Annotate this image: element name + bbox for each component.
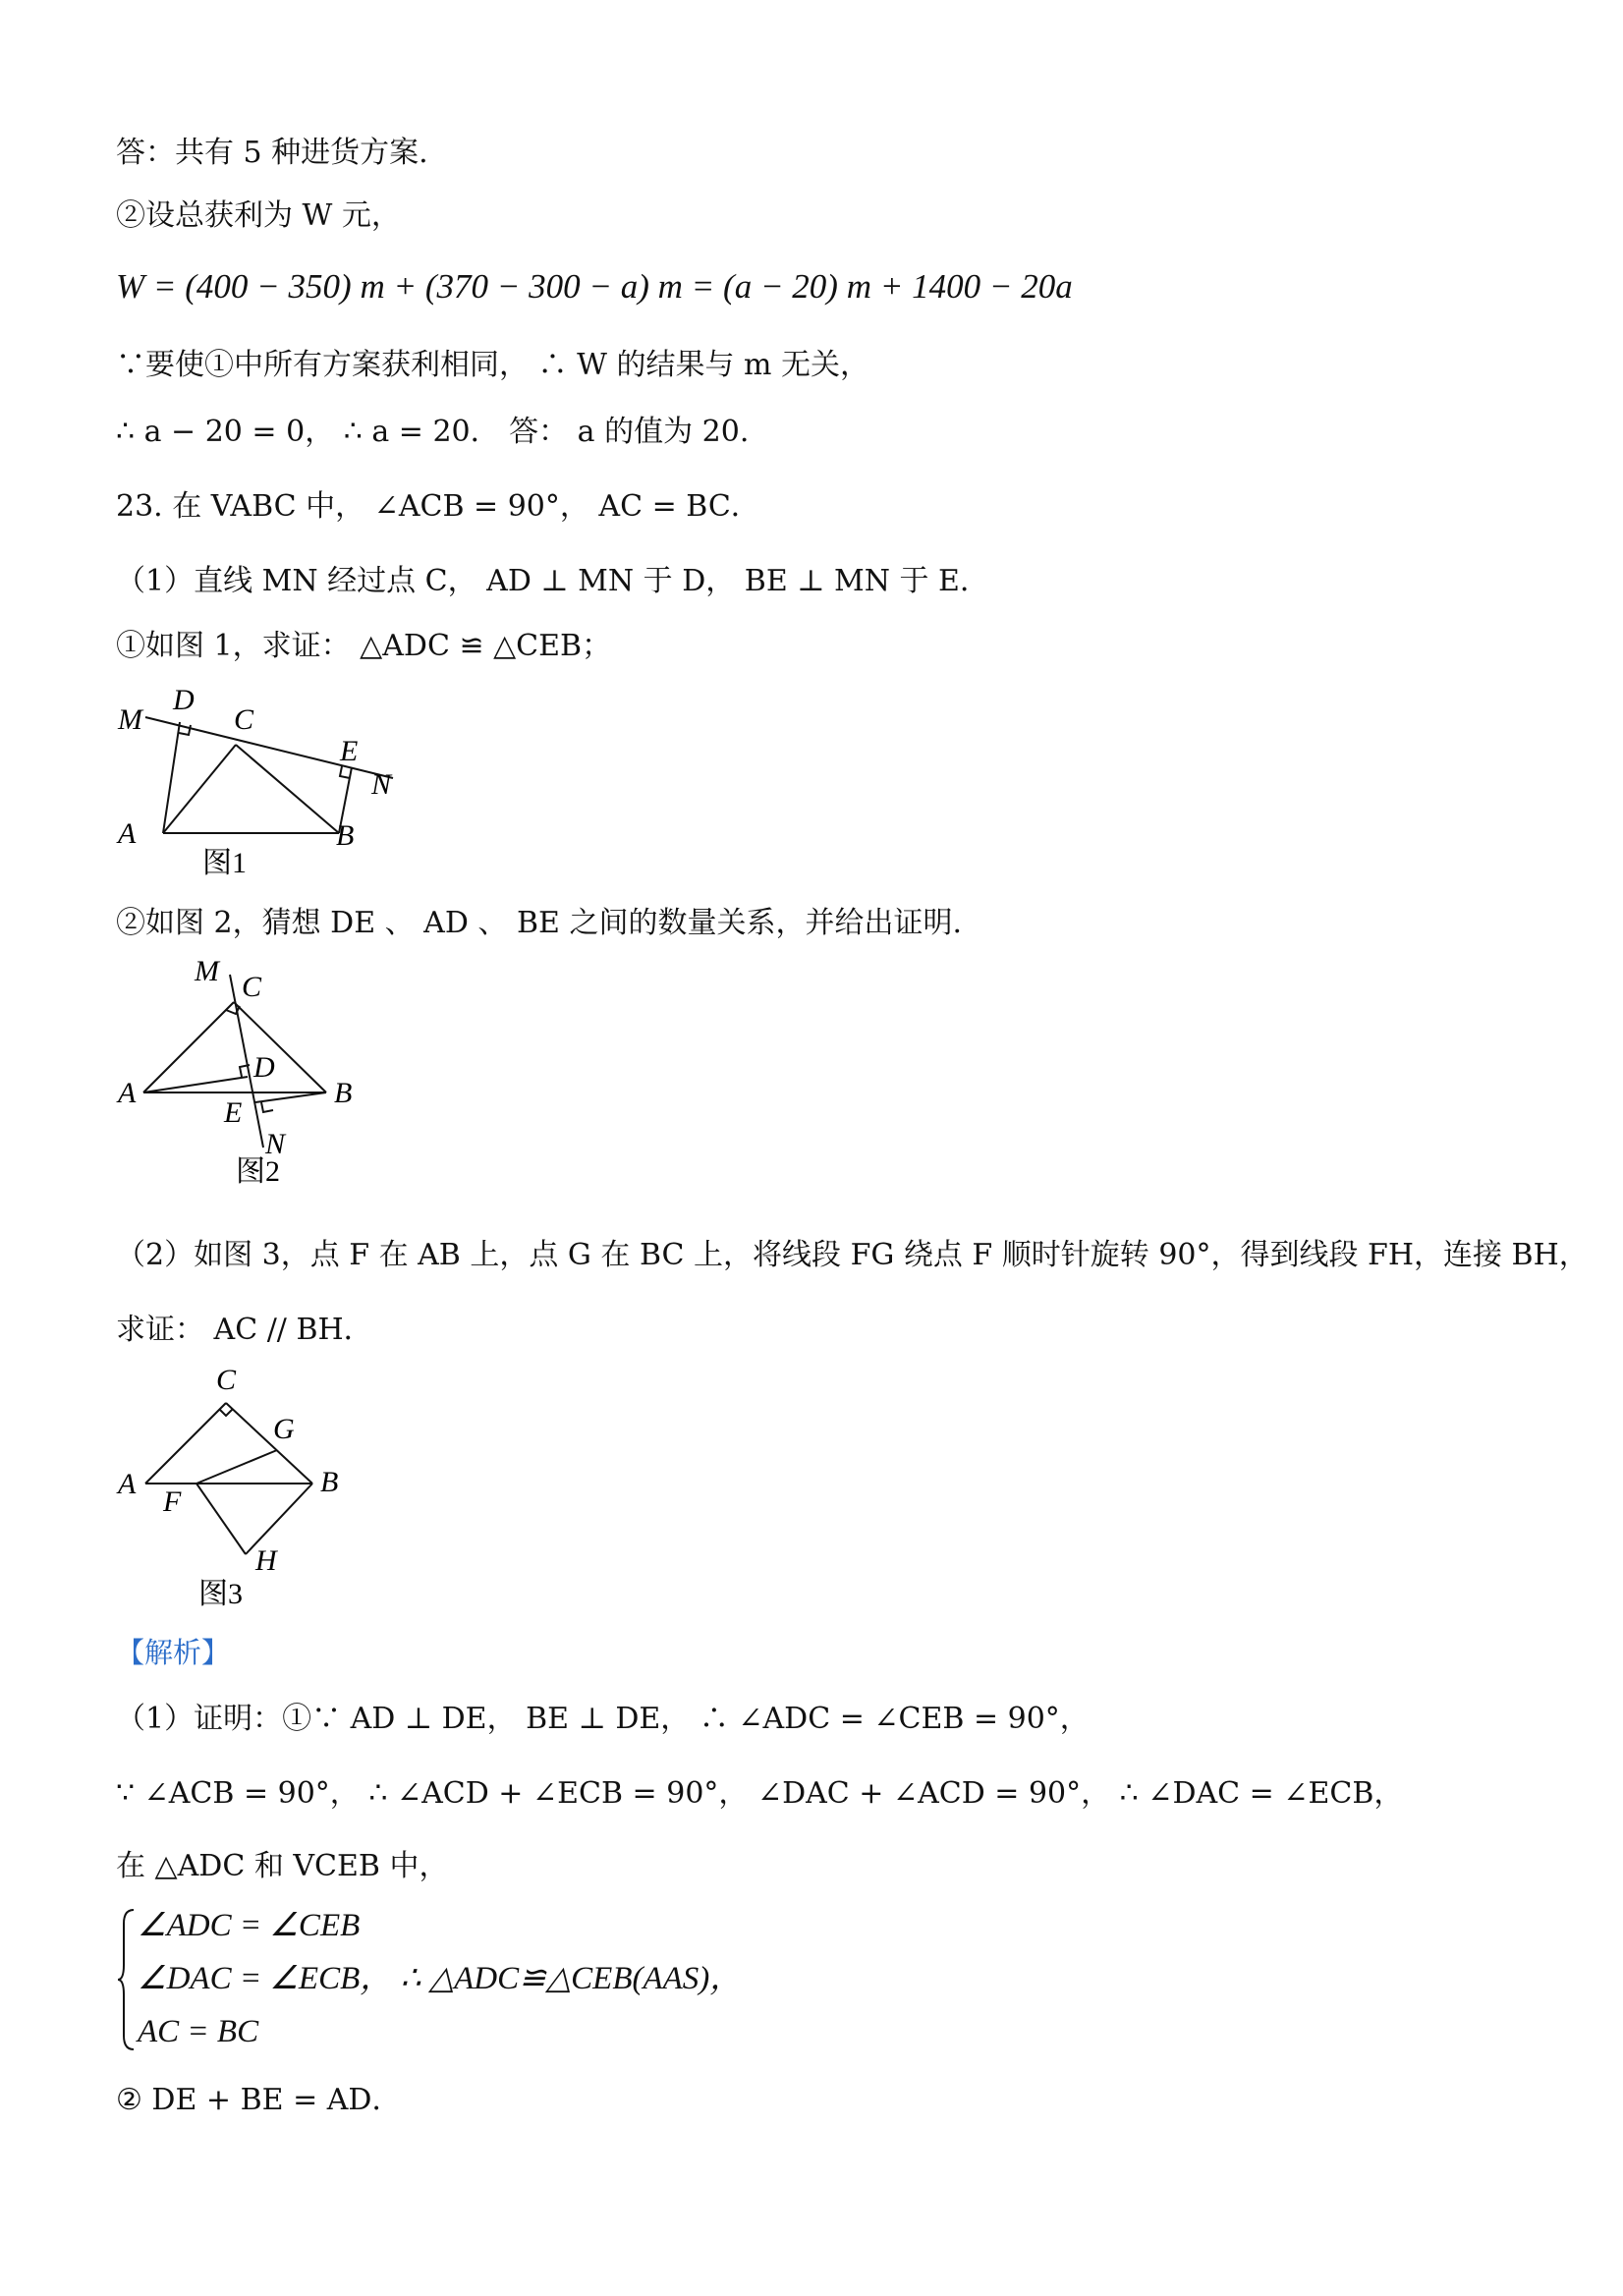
label-c: C: [234, 703, 254, 736]
figure-3-caption: 图3: [198, 1578, 243, 1610]
label-h: H: [255, 1544, 277, 1577]
part1-sub1: ①如图 1，求证： △ADC ≌ △CEB；: [116, 629, 612, 663]
segment-fg: [196, 1450, 277, 1484]
system-row-3: AC = BC: [138, 2014, 259, 2049]
label-d: D: [253, 1051, 275, 1084]
label-m: M: [195, 955, 219, 987]
segment-cb: [236, 745, 339, 833]
condition-line: ∵要使①中所有方案获利相同， ∴ W 的结果与 m 无关，: [116, 348, 869, 382]
label-n: N: [265, 1128, 286, 1160]
proof-line-1: （1）证明：①∵ AD ⊥ DE， BE ⊥ DE， ∴ ∠ADC = ∠CEB = 90°，: [116, 1702, 1090, 1736]
label-c: C: [216, 1364, 237, 1396]
segment-fh: [196, 1484, 246, 1554]
proof-line-3: 在 △ADC 和 VCEB 中，: [116, 1849, 449, 1883]
answer-line: 答：共有 5 种进货方案.: [116, 136, 428, 170]
segment-ac: [145, 1403, 226, 1484]
label-e: E: [340, 735, 359, 767]
label-b: B: [334, 1077, 353, 1109]
problem-23-title: 23. 在 VABC 中， ∠ACB = 90°， AC = BC．: [116, 489, 760, 524]
label-a: A: [118, 1077, 137, 1109]
label-c: C: [242, 971, 262, 1003]
analysis-heading: 【解析】: [116, 1636, 231, 1669]
system-row-1: ∠ADC = ∠CEB: [138, 1908, 361, 1943]
figure-2-caption: 图2: [236, 1155, 280, 1188]
part1-statement: （1）直线 MN 经过点 C， AD ⊥ MN 于 D， BE ⊥ MN 于 E．: [116, 564, 989, 598]
label-m: M: [118, 703, 142, 736]
right-angle-c: [219, 1409, 233, 1416]
label-b: B: [320, 1466, 339, 1498]
right-angle-e: [261, 1102, 273, 1112]
label-n: N: [371, 768, 392, 801]
proof-line-2: ∵ ∠ACB = 90°， ∴ ∠ACD + ∠ECB = 90°， ∠DAC + ∠ACD = 90°， ∴ ∠DAC = ∠ECB，: [116, 1776, 1404, 1811]
label-f: F: [163, 1485, 182, 1518]
profit-equation: W = (400 − 350) m + (370 − 300 − a) m = (a − 20) m + 1400 − 20a: [116, 267, 1073, 306]
label-a: A: [118, 817, 137, 850]
label-a: A: [118, 1468, 137, 1500]
segment-cb: [226, 1403, 312, 1484]
figure-1: [108, 688, 413, 884]
figure-1-caption: 图1: [202, 847, 247, 879]
label-e: E: [224, 1096, 243, 1129]
profit-setup-line: ②设总获利为 W 元，: [116, 198, 401, 233]
part2-prove: 求证： AC // BH．: [116, 1313, 373, 1347]
label-g: G: [273, 1413, 295, 1445]
segment-ad: [143, 1077, 248, 1092]
equation-system: [116, 1906, 804, 2053]
result-line: ∴ a − 20 = 0， ∴ a = 20． 答： a 的值为 20.: [116, 415, 750, 449]
segment-ac: [143, 1002, 234, 1092]
segment-cb: [234, 1002, 326, 1092]
part1-sub2: ②如图 2，猜想 DE 、 AD 、 BE 之间的数量关系，并给出证明.: [116, 906, 962, 940]
segment-be: [255, 1092, 326, 1102]
label-b: B: [336, 819, 355, 852]
left-brace: [116, 1906, 138, 2053]
figure-2: [108, 955, 393, 1191]
part2-statement: （2）如图 3，点 F 在 AB 上，点 G 在 BC 上，将线段 FG 绕点 F 顺时针旋转 90°，得到线段 FH，连接 BH，: [116, 1238, 1589, 1272]
system-row-2: ∠DAC = ∠ECB， ∴ △ADC≌△CEB(AAS)，: [138, 1961, 743, 1996]
figure-3: [108, 1360, 364, 1615]
label-d: D: [173, 688, 195, 716]
conclusion-line: ② DE + BE = AD．: [116, 2083, 402, 2117]
